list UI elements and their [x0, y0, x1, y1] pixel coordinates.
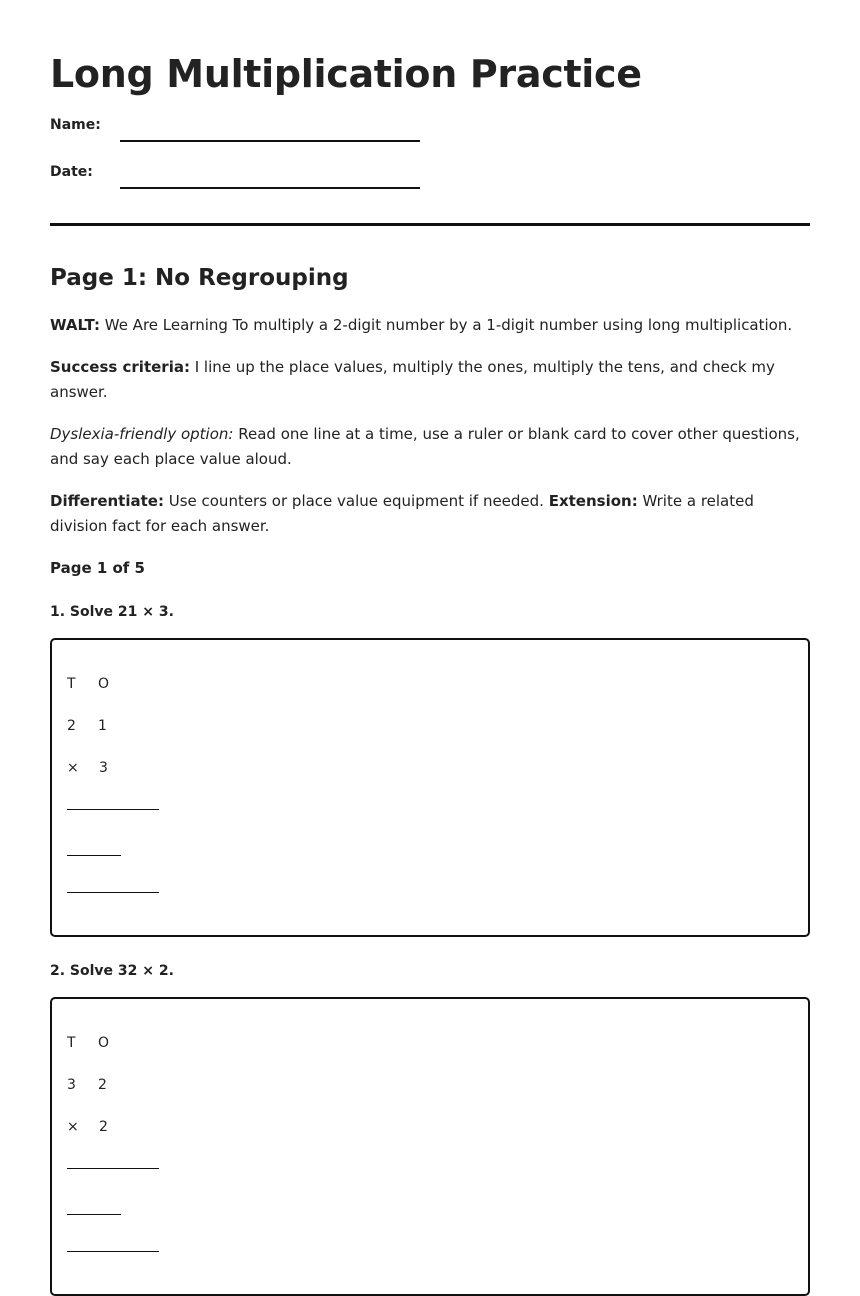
- question-2-label: 2. Solve 32 × 2.: [50, 963, 174, 979]
- answer-blank[interactable]: [67, 855, 121, 856]
- working-line: [67, 809, 159, 810]
- multiply-sign: ×: [67, 760, 79, 776]
- page-indicator: Page 1 of 5: [50, 559, 145, 577]
- answer-underline: [67, 1251, 159, 1252]
- multiplicand-ones-digit: 1: [98, 718, 107, 734]
- name-input-line[interactable]: [120, 140, 420, 142]
- success-criteria-text: I line up the place values, multiply the ones, multiply the tens, and check my answer.: [50, 358, 775, 401]
- extension-text: Write a related division fact for each answer.: [50, 492, 754, 535]
- working-line: [67, 1168, 159, 1169]
- differentiate-paragraph: [50, 489, 810, 539]
- multiplier-digit: 2: [99, 1119, 108, 1135]
- walt-text: We Are Learning To multiply a 2-digit number by a 1-digit number using long multiplication.: [99, 316, 793, 334]
- tens-column-header: T: [67, 676, 76, 692]
- date-input-line[interactable]: [120, 187, 420, 189]
- section-heading: Page 1: No Regrouping: [50, 265, 349, 291]
- extension-label: Extension:: [548, 492, 638, 510]
- tens-column-header: T: [67, 1035, 76, 1051]
- multiplier-digit: 3: [99, 760, 108, 776]
- ones-column-header: O: [98, 676, 110, 692]
- question-1-label: 1. Solve 21 × 3.: [50, 604, 174, 620]
- header-divider: [50, 223, 810, 226]
- name-field: [50, 109, 810, 156]
- walt-paragraph: [50, 313, 810, 338]
- date-label: Date:: [50, 164, 93, 180]
- dyslexia-option-paragraph: [50, 422, 810, 472]
- multiplicand-ones-digit: 2: [98, 1077, 107, 1093]
- success-criteria-paragraph: [50, 355, 810, 405]
- question-1-work-box[interactable]: [50, 638, 810, 937]
- page-title: Long Multiplication Practice: [50, 52, 642, 96]
- question-2-work-box[interactable]: [50, 997, 810, 1296]
- answer-underline: [67, 892, 159, 893]
- walt-label: WALT:: [50, 316, 100, 334]
- multiplicand-tens-digit: 2: [67, 718, 76, 734]
- multiply-sign: ×: [67, 1119, 79, 1135]
- dyslexia-option-label: Dyslexia-friendly option:: [50, 425, 234, 443]
- differentiate-label: Differentiate:: [50, 492, 164, 510]
- dyslexia-option-text: Read one line at a time, use a ruler or blank card to cover other questions, and say each place value aloud.: [50, 425, 800, 468]
- multiplicand-tens-digit: 3: [67, 1077, 76, 1093]
- ones-column-header: O: [98, 1035, 110, 1051]
- differentiate-text: Use counters or place value equipment if needed.: [163, 492, 549, 510]
- answer-blank[interactable]: [67, 1214, 121, 1215]
- name-label: Name:: [50, 117, 101, 133]
- date-field: [50, 156, 810, 203]
- success-criteria-label: Success criteria:: [50, 358, 190, 376]
